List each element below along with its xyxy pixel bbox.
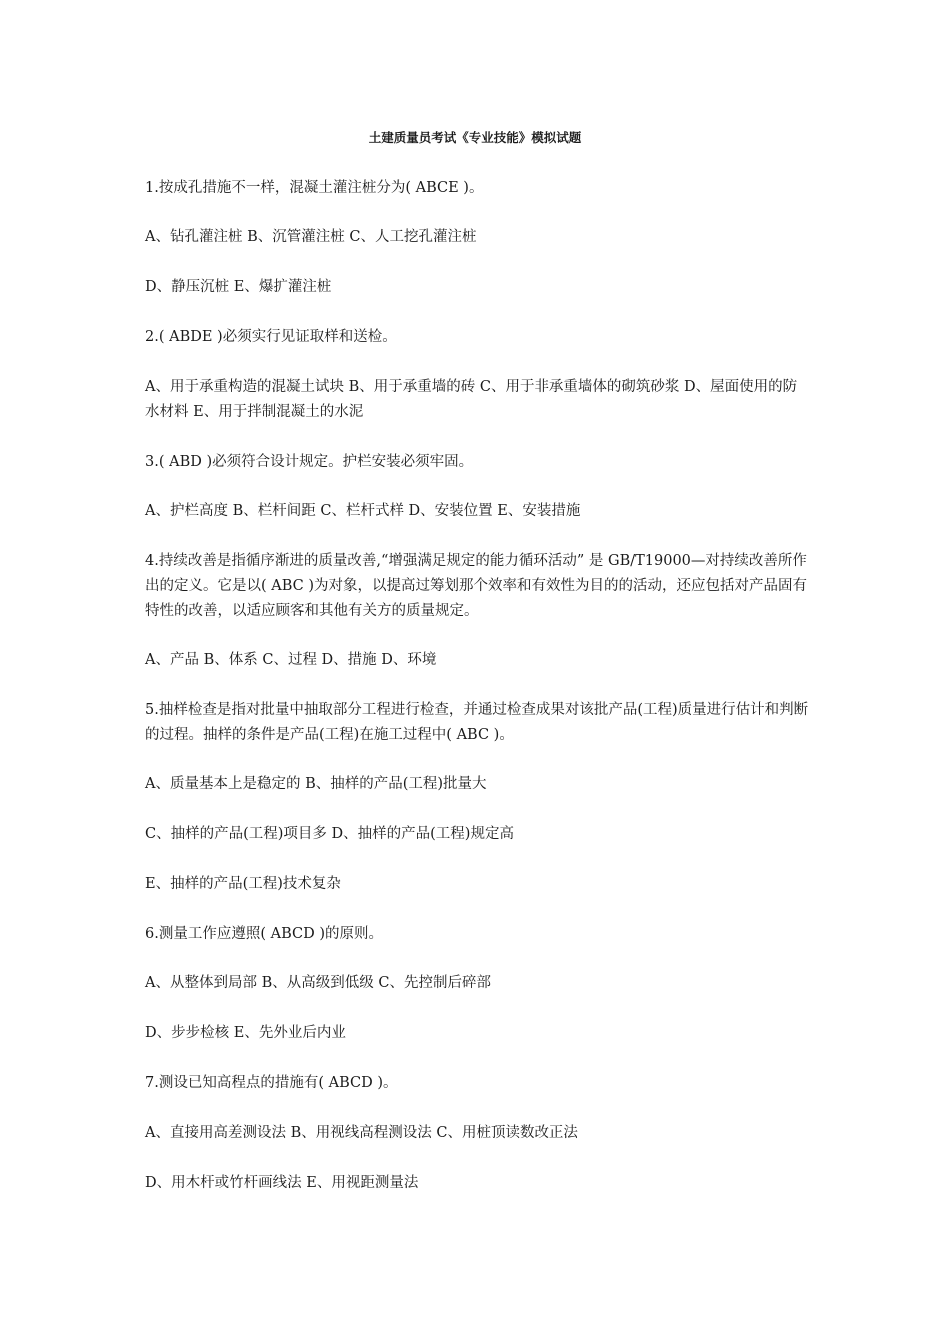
question-4-options: A、产品 B、体系 C、过程 D、措施 D、环境 [145, 652, 437, 668]
question-1-options-2: D、静压沉桩 E、爆扩灌注桩 [145, 279, 332, 295]
question-5-options-1: A、质量基本上是稳定的 B、抽样的产品(工程)批量大 [145, 776, 487, 792]
question-2: 2.( ABDE )必须实行见证取样和送检。 [145, 329, 397, 345]
question-6-options-2: D、步步检核 E、先外业后内业 [145, 1025, 346, 1041]
document-title: 土建质量员考试《专业技能》模拟试题 [368, 130, 582, 145]
question-3: 3.( ABD )必须符合设计规定。护栏安装必须牢固。 [145, 454, 474, 470]
question-1: 1.按成孔措施不一样，混凝土灌注桩分为( ABCE )。 [145, 180, 484, 196]
question-7-options-2: D、用木杆或竹杆画线法 E、用视距测量法 [145, 1175, 419, 1191]
question-6-options-1: A、从整体到局部 B、从高级到低级 C、先控制后碎部 [145, 975, 491, 991]
question-7-options-1: A、直接用高差测设法 B、用视线高程测设法 C、用桩顶读数改正法 [145, 1125, 578, 1141]
question-3-options: A、护栏高度 B、栏杆间距 C、栏杆式样 D、安装位置 E、安装措施 [145, 503, 581, 519]
question-5-options-3: E、抽样的产品(工程)技术复杂 [145, 876, 341, 892]
question-4: 4.持续改善是指循序渐进的质量改善,“增强满足规定的能力循环活动” 是 GB/T19000—对持续改善所作出的定义。它是以( ABC )为对象，以提高过筹划那个效率和有效性为目的的活动，还应包括对产品固有特性的改善，以适应顾客和其他有关方的质量规定。 [145, 553, 808, 619]
question-5: 5.抽样检查是指对批量中抽取部分工程进行检查，并通过检查成果对该批产品(工程)质量进行估计和判断的过程。抽样的条件是产品(工程)在施工过程中( ABC )。 [145, 702, 809, 743]
question-5-options-2: C、抽样的产品(工程)项目多 D、抽样的产品(工程)规定高 [145, 826, 514, 842]
question-1-options-1: A、钻孔灌注桩 B、沉管灌注桩 C、人工挖孔灌注桩 [145, 229, 477, 245]
question-2-options: A、用于承重构造的混凝土试块 B、用于承重墙的砖 C、用于非承重墙体的砌筑砂浆 D、屋面使用的防水材料 E、用于拌制混凝土的水泥 [145, 379, 798, 420]
question-6: 6.测量工作应遵照( ABCD )的原则。 [145, 926, 383, 942]
question-7: 7.测设已知高程点的措施有( ABCD )。 [145, 1075, 398, 1091]
